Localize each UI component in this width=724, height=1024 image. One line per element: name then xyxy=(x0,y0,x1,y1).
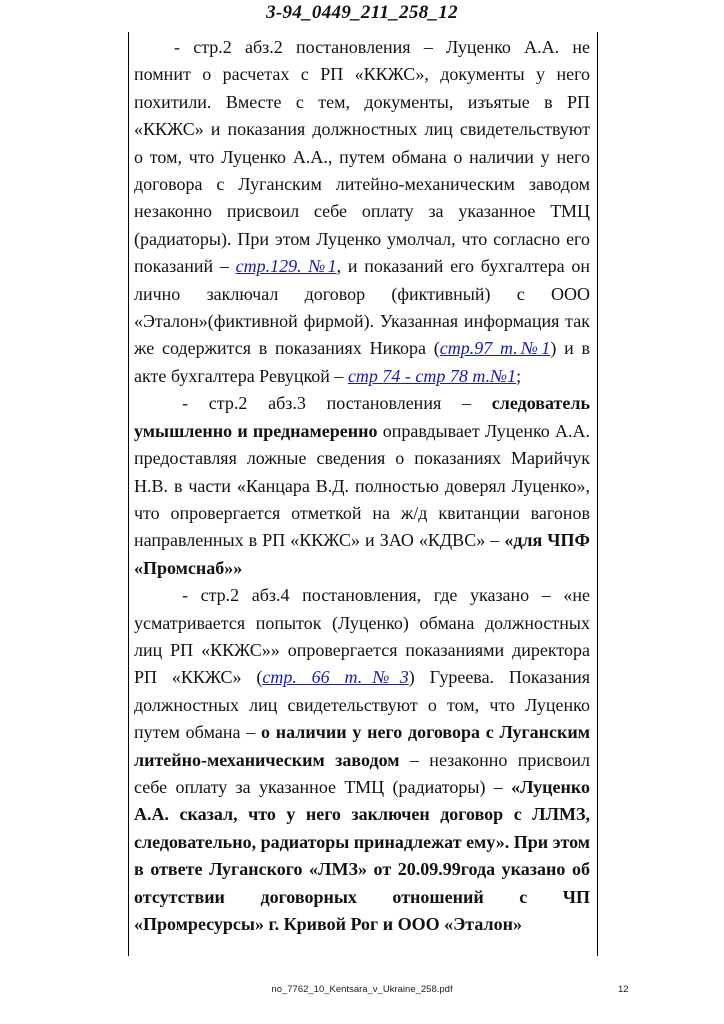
case-file-reference-link[interactable]: стр 74 - стр 78 т.№1 xyxy=(347,365,517,386)
text-run: , и показаний его бухгалтера он лично заключал договор (фиктивный) с ООО «Эталон»(фиктивной фирмой). Указанная информация так же содержится в показаниях Никора ( xyxy=(134,256,590,359)
bold-text-run: следователь умышленно и преднамеренно xyxy=(134,393,590,441)
page-number: 12 xyxy=(618,984,629,995)
text-run: ) Гуреева. Показания должностных лиц свидетельствуют о том, что Луценко путем обмана – xyxy=(134,667,590,743)
document-id-header: 3-94_0449_211_258_12 xyxy=(266,2,458,23)
bold-text-run: «для ЧПФ «Промснаб»» xyxy=(134,530,590,578)
paragraph-abz2 xyxy=(134,34,590,390)
document-body xyxy=(134,34,590,938)
paragraph-abz4 xyxy=(134,582,590,938)
case-file-reference-link[interactable]: стр.97 т.№1 xyxy=(439,338,551,359)
page-footer xyxy=(0,984,724,998)
paragraph-abz3 xyxy=(134,390,590,582)
footer-filename: no_7762_10_Kentsara_v_Ukraine_258.pdf xyxy=(271,984,453,995)
text-run: ; xyxy=(516,365,522,386)
case-file-reference-link[interactable]: стр. 66 т.№3 xyxy=(262,667,409,688)
case-file-reference-link[interactable]: стр.129. №1 xyxy=(235,256,337,277)
text-run: оправдывает Луценко А.А. предоставляя ложные сведения о показаниях Марийчук Н.В. в части «Канцара В.Д. полностью доверял Луценко», что опровергается отметкой на ж/д квитанции вагонов направленных в РП «ККЖС» и ЗАО «КДВС» – xyxy=(134,420,591,551)
text-run: - стр.2 абз.2 постановления – Луценко А.А. не помнит о расчетах с РП «ККЖС», документы у него похитили. Вместе с тем, документы, изъятые в РП «ККЖС» и показания должностных лиц свидетельствуют о том, что Луценко А.А., путем обмана о наличии у него договора с Луганским литейно-механическим заводом незаконно присвоил себе оплату за указанное ТМЦ (радиаторы). При этом Луценко умолчал, что согласно его показаний – xyxy=(134,37,590,277)
left-margin-rule xyxy=(128,32,129,956)
text-run: - стр.2 абз.4 постановления, где указано – «не усматривается попыток (Луценко) обмана должностных лиц РП «ККЖС»» опровергается показаниями директора РП «ККЖС» ( xyxy=(134,585,590,688)
bold-text-run: о наличии у него договора с Луганским литейно-механическим заводом xyxy=(134,722,590,770)
text-run: – незаконно присвоил себе оплату за указанное ТМЦ (радиаторы) – xyxy=(134,749,590,797)
text-run: - стр.2 абз.3 постановления – xyxy=(182,393,492,414)
bold-text-run: «Луценко А.А. сказал, что у него заключен договор с ЛЛМЗ, следовательно, радиаторы принадлежат ему». При этом в ответе Луганского «ЛМЗ» от 20.09.99года указано об отсутствии договорных отношений с ЧП «Промресурсы» г. Кривой Рог и ООО «Эталон» xyxy=(134,776,590,934)
right-margin-rule xyxy=(597,32,598,956)
text-run: ) и в акте бухгалтера Ревуцкой – xyxy=(134,338,590,386)
